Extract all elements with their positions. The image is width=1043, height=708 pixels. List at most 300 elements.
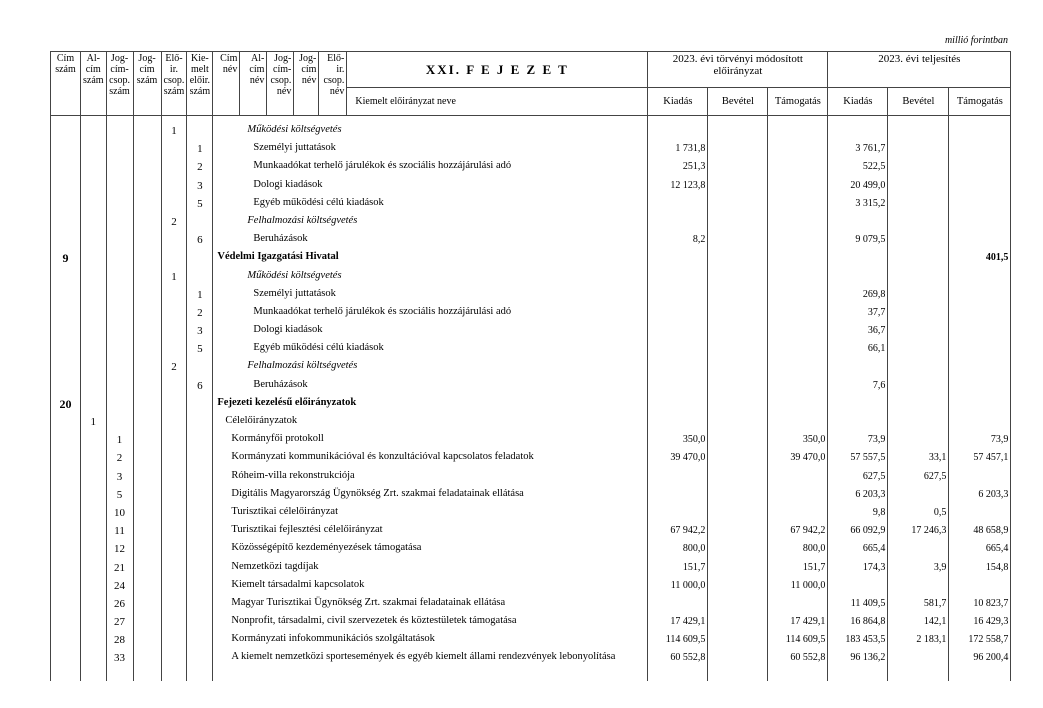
code-cell [161,324,187,342]
value-cell [648,270,708,288]
code-cell [106,233,133,251]
value-cell: 174,3 [828,561,888,579]
value-cell [888,179,949,197]
code-cell [187,251,213,269]
code-cell [51,651,81,681]
value-cell [708,579,768,597]
code-cell [161,433,187,451]
code-cell [106,270,133,288]
table-row [51,397,1011,415]
code-cell [187,651,213,681]
code-cell [51,433,81,451]
value-cell: 66 092,9 [828,524,888,542]
code-cell [106,215,133,233]
table-row [51,142,1011,160]
value-cell: 11 000,0 [768,579,828,597]
code-cell [161,288,187,306]
value-cell: 665,4 [828,542,888,560]
code-cell [51,288,81,306]
value-cell [949,197,1011,215]
code-cell: 21 [106,561,133,579]
value-cell [949,397,1011,415]
table-row [51,433,1011,451]
value-cell: 6 203,3 [949,488,1011,506]
table-row [51,542,1011,560]
value-cell [768,597,828,615]
value-cell [888,379,949,397]
code-cell [51,488,81,506]
value-cell: 96 136,2 [828,651,888,681]
col-header-name: Cím név [213,52,240,116]
table-row [51,360,1011,378]
value-cell: 33,1 [888,451,949,469]
value-cell [708,342,768,360]
code-cell [187,451,213,469]
value-cell [828,360,888,378]
col-header-name: Al- cím név [240,52,267,116]
code-cell [161,251,187,269]
code-cell [51,342,81,360]
value-cell [708,633,768,651]
table-row [51,324,1011,342]
value-cell [949,142,1011,160]
value-cell: 16 429,3 [949,615,1011,633]
table-row [51,597,1011,615]
group-header-plan: 2023. évi törvényi módosított előirányzat [648,52,828,88]
code-cell [106,179,133,197]
code-cell [106,415,133,433]
value-cell [828,270,888,288]
value-cell [708,397,768,415]
value-cell [888,342,949,360]
value-cell [768,397,828,415]
code-cell: 1 [187,142,213,160]
code-cell [187,579,213,597]
value-cell [648,288,708,306]
value-cell: 17 246,3 [888,524,949,542]
code-cell [133,288,161,306]
code-cell [81,651,107,681]
code-cell [81,288,107,306]
value-cell: 66,1 [828,342,888,360]
code-cell [106,288,133,306]
value-cell [949,506,1011,524]
value-cell [949,470,1011,488]
code-cell [106,342,133,360]
code-cell [133,360,161,378]
value-cell: 3,9 [888,561,949,579]
group-header-actual: 2023. évi teljesítés [828,52,1011,88]
value-cell [648,470,708,488]
value-cell: 350,0 [768,433,828,451]
value-cell [708,597,768,615]
code-cell [81,615,107,633]
code-cell [133,433,161,451]
value-cell: 57 557,5 [828,451,888,469]
value-cell [949,233,1011,251]
code-cell [81,306,107,324]
value-cell: 11 409,5 [828,597,888,615]
code-cell [133,506,161,524]
value-cell: 627,5 [888,470,949,488]
value-cell [768,470,828,488]
item-name: Munkaadókat terhelő járulékok és szociális hozzájárulási adó [213,306,648,324]
code-cell [106,160,133,178]
item-name: Dologi kiadások [213,179,648,197]
value-cell [708,288,768,306]
code-cell [81,124,107,142]
col-header-code: Kie- melt előir. szám [187,52,213,116]
code-cell: 2 [106,451,133,469]
code-cell [161,379,187,397]
value-cell [888,488,949,506]
value-cell [708,215,768,233]
item-name: Felhalmozási költségvetés [213,215,648,233]
value-cell: 73,9 [828,433,888,451]
value-cell [708,197,768,215]
code-cell: 33 [106,651,133,681]
code-cell: 5 [187,342,213,360]
col-header-code: Jog- cím- csop. szám [106,52,133,116]
value-cell: 12 123,8 [648,179,708,197]
table-row [51,251,1011,269]
item-name: Fejezeti kezelésű előirányzatok [213,397,648,415]
value-cell [708,124,768,142]
code-cell [81,470,107,488]
value-cell: 350,0 [648,433,708,451]
code-cell [133,397,161,415]
value-cell [949,179,1011,197]
value-cell [708,561,768,579]
code-cell [51,579,81,597]
item-name: Felhalmozási költségvetés [213,360,648,378]
code-cell [161,142,187,160]
code-cell [133,451,161,469]
value-cell: 39 470,0 [768,451,828,469]
code-cell: 26 [106,597,133,615]
code-cell: 1 [161,124,187,142]
value-cell: 401,5 [949,251,1011,269]
code-cell [161,451,187,469]
code-cell [81,506,107,524]
item-name: Egyéb működési célú kiadások [213,197,648,215]
value-cell: 114 609,5 [648,633,708,651]
value-cell [888,288,949,306]
code-cell [51,633,81,651]
code-cell [51,124,81,142]
code-cell [81,524,107,542]
code-cell [81,561,107,579]
code-cell [51,524,81,542]
code-cell [161,397,187,415]
code-cell [81,197,107,215]
code-cell [81,251,107,269]
col-header-value: Kiadás [648,88,708,116]
value-cell: 17 429,1 [768,615,828,633]
value-cell: 627,5 [828,470,888,488]
value-cell [828,415,888,433]
item-name: A kiemelt nemzetközi sportesemények és egyéb kiemelt állami rendezvények lebonyolítása [213,651,648,681]
value-cell [768,415,828,433]
code-cell [133,542,161,560]
value-cell [708,360,768,378]
col-header-code: Elő- ir. csop. szám [161,52,187,116]
code-cell [161,470,187,488]
code-cell [81,597,107,615]
value-cell [648,324,708,342]
value-cell [768,506,828,524]
value-cell [768,233,828,251]
code-cell [187,561,213,579]
value-cell: 20 499,0 [828,179,888,197]
code-cell [133,179,161,197]
unit-note: millió forintban [944,35,1008,46]
item-name: Közösségépítő kezdeményezések támogatása [213,542,648,560]
value-cell: 0,5 [888,506,949,524]
code-cell [187,215,213,233]
code-cell [161,179,187,197]
code-cell [51,306,81,324]
value-cell [708,324,768,342]
value-cell: 142,1 [888,615,949,633]
code-cell: 2 [187,306,213,324]
value-cell [768,124,828,142]
table-row [51,651,1011,681]
value-cell [708,415,768,433]
value-cell [708,142,768,160]
item-name: Működési költségvetés [213,124,648,142]
col-header-value: Bevétel [888,88,949,116]
value-cell [708,651,768,681]
value-cell [888,142,949,160]
value-cell: 2 183,1 [888,633,949,651]
value-cell [648,488,708,506]
item-name: Célelőirányzatok [213,415,648,433]
code-cell [51,324,81,342]
value-cell [648,506,708,524]
value-cell [648,251,708,269]
table-row [51,415,1011,433]
value-cell [888,124,949,142]
code-cell [51,597,81,615]
value-cell: 522,5 [828,160,888,178]
table-row [51,470,1011,488]
item-name: Róheim-villa rekonstrukciója [213,470,648,488]
table-row [51,633,1011,651]
code-cell: 3 [187,324,213,342]
code-cell [106,324,133,342]
code-cell [133,579,161,597]
value-cell [708,488,768,506]
code-cell [51,360,81,378]
table-row [51,306,1011,324]
value-cell [708,506,768,524]
value-cell: 73,9 [949,433,1011,451]
value-cell: 67 942,2 [648,524,708,542]
code-cell: 6 [187,379,213,397]
value-cell [949,160,1011,178]
value-cell [648,342,708,360]
code-cell [187,470,213,488]
code-cell: 1 [187,288,213,306]
spacer-row [51,116,1011,125]
code-cell [106,251,133,269]
code-cell [81,397,107,415]
code-cell [81,633,107,651]
value-cell [708,379,768,397]
item-name: Turisztikai célelőirányzat [213,506,648,524]
value-cell [708,542,768,560]
value-cell [648,397,708,415]
value-cell [768,142,828,160]
code-cell [51,270,81,288]
value-cell [768,251,828,269]
value-cell [949,415,1011,433]
value-cell: 37,7 [828,306,888,324]
item-name: Személyi juttatások [213,288,648,306]
code-cell [81,360,107,378]
item-name: Munkaadókat terhelő járulékok és szociális hozzájárulási adó [213,160,648,178]
code-cell [51,542,81,560]
value-cell [828,215,888,233]
table-row [51,124,1011,142]
col-header-name: Jog- cím név [294,52,319,116]
code-cell [81,342,107,360]
code-cell [133,251,161,269]
code-cell [51,415,81,433]
value-cell [768,270,828,288]
code-cell [81,542,107,560]
value-cell: 151,7 [648,561,708,579]
value-cell [888,160,949,178]
code-cell [51,179,81,197]
code-cell [81,179,107,197]
value-cell [888,397,949,415]
code-cell [133,633,161,651]
code-cell: 20 [51,397,81,415]
code-cell [133,160,161,178]
code-cell [161,160,187,178]
code-cell: 3 [187,179,213,197]
code-cell [187,524,213,542]
value-cell [949,306,1011,324]
value-cell [888,233,949,251]
value-cell [888,215,949,233]
value-cell: 17 429,1 [648,615,708,633]
value-cell [648,215,708,233]
item-name: Dologi kiadások [213,324,648,342]
chapter-title: XXI. F E J E Z E T [347,52,648,88]
value-cell: 57 457,1 [949,451,1011,469]
item-name: Digitális Magyarország Ügynökség Zrt. szakmai feladatainak ellátása [213,488,648,506]
value-cell [708,524,768,542]
value-cell [949,215,1011,233]
item-name: Magyar Turisztikai Ügynökség Zrt. szakmai feladatainak ellátása [213,597,648,615]
value-cell [768,379,828,397]
value-cell [708,270,768,288]
item-name: Kormányzati infokommunikációs szolgáltatások [213,633,648,651]
code-cell [106,379,133,397]
value-cell [648,124,708,142]
col-header-value: Kiadás [828,88,888,116]
value-cell [888,197,949,215]
code-cell: 28 [106,633,133,651]
value-cell: 800,0 [648,542,708,560]
code-cell [106,142,133,160]
value-cell: 269,8 [828,288,888,306]
value-cell [949,360,1011,378]
code-cell: 27 [106,615,133,633]
code-cell [81,270,107,288]
value-cell: 39 470,0 [648,451,708,469]
value-cell [888,324,949,342]
col-header-code: Cím szám [51,52,81,116]
code-cell [81,379,107,397]
code-cell [106,124,133,142]
code-cell: 11 [106,524,133,542]
value-cell [648,197,708,215]
value-cell [949,579,1011,597]
code-cell [81,324,107,342]
table-row [51,506,1011,524]
code-cell: 3 [106,470,133,488]
code-cell [133,324,161,342]
value-cell: 9 079,5 [828,233,888,251]
value-cell [708,433,768,451]
item-name: Személyi juttatások [213,142,648,160]
col-header-value: Bevétel [708,88,768,116]
value-cell: 48 658,9 [949,524,1011,542]
item-name: Beruházások [213,379,648,397]
item-name: Kiemelt társadalmi kapcsolatok [213,579,648,597]
col-header-value: Támogatás [768,88,828,116]
code-cell [161,506,187,524]
item-name: Turisztikai fejlesztési célelőirányzat [213,524,648,542]
code-cell [161,197,187,215]
value-cell: 251,3 [648,160,708,178]
value-cell [768,360,828,378]
value-cell [648,597,708,615]
code-cell [133,342,161,360]
budget-table [50,51,1011,681]
table-row [51,524,1011,542]
value-cell [648,379,708,397]
code-cell [133,379,161,397]
code-cell [161,488,187,506]
code-cell [81,579,107,597]
header-row-1 [51,52,1011,88]
value-cell: 154,8 [949,561,1011,579]
value-cell: 36,7 [828,324,888,342]
code-cell [187,542,213,560]
col-header-name: Elő- ir. csop. név [319,52,347,116]
value-cell [648,360,708,378]
value-cell: 16 864,8 [828,615,888,633]
item-name: Működési költségvetés [213,270,648,288]
code-cell [106,197,133,215]
value-cell [888,415,949,433]
code-cell [81,451,107,469]
value-cell: 3 761,7 [828,142,888,160]
col-header-code: Al- cím szám [81,52,107,116]
code-cell [51,470,81,488]
value-cell [949,379,1011,397]
code-cell [133,233,161,251]
code-cell: 1 [161,270,187,288]
code-cell [106,360,133,378]
value-cell [888,251,949,269]
table-row [51,488,1011,506]
